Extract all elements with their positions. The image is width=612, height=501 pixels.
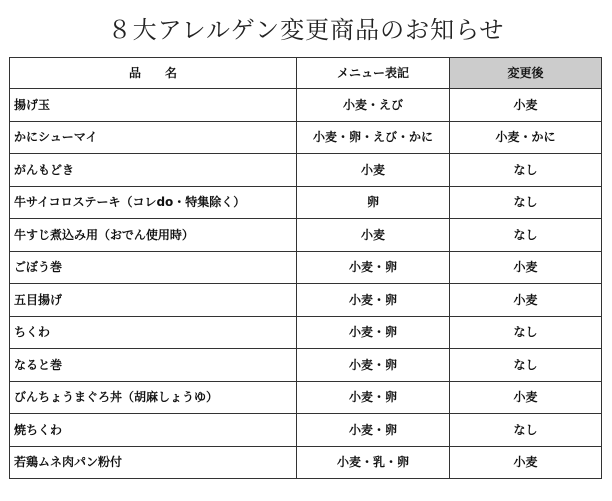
table-header-row xyxy=(10,58,602,89)
menu-allergens: 小麦・卵 xyxy=(297,414,450,447)
table-row xyxy=(10,121,602,154)
table-row xyxy=(10,251,602,284)
changed-allergens: 小麦 xyxy=(450,251,602,284)
table-row xyxy=(10,414,602,447)
product-name: びんちょうまぐろ丼（胡麻しょうゆ） xyxy=(10,381,297,414)
menu-allergens: 小麦 xyxy=(297,219,450,252)
table-row xyxy=(10,316,602,349)
menu-allergens: 小麦・卵 xyxy=(297,381,450,414)
table-row xyxy=(10,349,602,382)
changed-allergens: 小麦 xyxy=(450,381,602,414)
menu-allergens: 小麦・卵 xyxy=(297,349,450,382)
changed-allergens: なし xyxy=(450,186,602,219)
page-title: ８大アレルゲン変更商品のお知らせ xyxy=(107,16,505,44)
menu-allergens: 卵 xyxy=(297,186,450,219)
changed-allergens: 小麦 xyxy=(450,446,602,479)
menu-allergens: 小麦・乳・卵 xyxy=(297,446,450,479)
product-name: 揚げ玉 xyxy=(10,89,297,122)
changed-allergens: なし xyxy=(450,219,602,252)
table-row xyxy=(10,446,602,479)
product-name: 牛サイコロステーキ（コレdo・特集除く） xyxy=(10,186,297,219)
header-menu-label: メニュー表記 xyxy=(297,58,450,89)
product-name: ちくわ xyxy=(10,316,297,349)
product-name: 焼ちくわ xyxy=(10,414,297,447)
menu-allergens: 小麦・えび xyxy=(297,89,450,122)
changed-allergens: 小麦・かに xyxy=(450,121,602,154)
header-product-name: 品 名 xyxy=(10,58,297,89)
menu-allergens: 小麦・卵 xyxy=(297,316,450,349)
product-name: 五目揚げ xyxy=(10,284,297,317)
menu-allergens: 小麦 xyxy=(297,154,450,187)
table-row xyxy=(10,381,602,414)
changed-allergens: 小麦 xyxy=(450,89,602,122)
product-name: 牛すじ煮込み用（おでん使用時） xyxy=(10,219,297,252)
changed-allergens: なし xyxy=(450,154,602,187)
product-name: ごぼう巻 xyxy=(10,251,297,284)
changed-allergens: なし xyxy=(450,316,602,349)
changed-allergens: なし xyxy=(450,414,602,447)
menu-allergens: 小麦・卵 xyxy=(297,284,450,317)
table-row xyxy=(10,154,602,187)
table-row xyxy=(10,89,602,122)
product-name: かにシューマイ xyxy=(10,121,297,154)
product-name: なると巻 xyxy=(10,349,297,382)
table-row xyxy=(10,186,602,219)
header-after-change: 変更後 xyxy=(450,58,602,89)
changed-allergens: なし xyxy=(450,349,602,382)
table-row xyxy=(10,219,602,252)
product-name: がんもどき xyxy=(10,154,297,187)
product-name: 若鶏ムネ肉パン粉付 xyxy=(10,446,297,479)
menu-allergens: 小麦・卵 xyxy=(297,251,450,284)
table-row xyxy=(10,284,602,317)
allergen-change-table xyxy=(9,57,602,479)
menu-allergens: 小麦・卵・えび・かに xyxy=(297,121,450,154)
changed-allergens: 小麦 xyxy=(450,284,602,317)
